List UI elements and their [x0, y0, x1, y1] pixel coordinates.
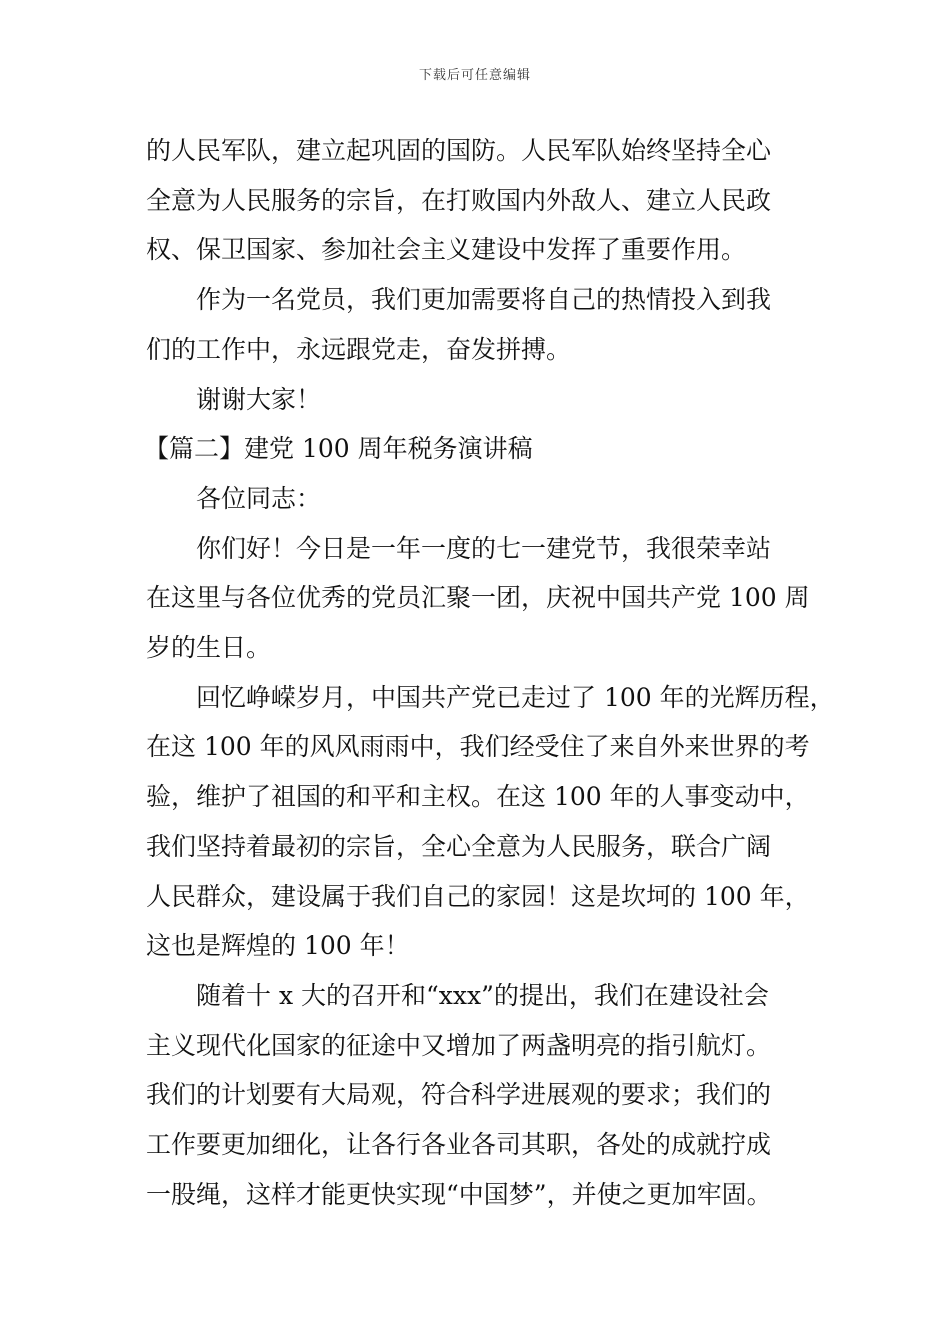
text-line: 全意为人民服务的宗旨，在打败国内外敌人、建立人民政 — [146, 185, 772, 215]
salutation: 各位同志： — [196, 483, 322, 513]
closing-thanks: 谢谢大家！ — [196, 384, 322, 414]
text-line: 在这里与各位优秀的党员汇聚一团，庆祝中国共产党 100 周 — [146, 583, 810, 613]
text-line: 工作要更加细化，让各行各业各司其职，各处的成就拧成 — [146, 1130, 772, 1160]
paragraph-start-line: 回忆峥嵘岁月，中国共产党已走过了 100 年的光辉历程， — [196, 682, 835, 712]
text-line: 主义现代化国家的征途中又增加了两盏明亮的指引航灯。 — [146, 1030, 772, 1060]
section-title: 【篇二】建党 100 周年税务演讲稿 — [144, 434, 533, 464]
text-line: 权、保卫国家、参加社会主义建设中发挥了重要作用。 — [146, 235, 747, 265]
text-line: 在这 100 年的风风雨雨中，我们经受住了来自外来世界的考 — [146, 732, 810, 762]
paragraph-start-line: 作为一名党员，我们更加需要将自己的热情投入到我 — [196, 285, 772, 315]
text-line: 我们的计划要有大局观，符合科学进展观的要求；我们的 — [146, 1080, 772, 1110]
text-line: 的人民军队，建立起巩固的国防。人民军队始终坚持全心 — [146, 136, 772, 165]
text-line: 一股绳，这样才能更快实现“中国梦”，并使之更加牢固。 — [146, 1179, 772, 1209]
text-line: 们的工作中，永远跟党走，奋发拼搏。 — [146, 334, 572, 364]
paragraph-start-line: 随着十 x 大的召开和“xxx”的提出，我们在建设社会 — [196, 980, 769, 1010]
page-header: 下载后可任意编辑 — [418, 68, 531, 83]
paragraph-start-line: 你们好！今日是一年一度的七一建党节，我很荣幸站 — [196, 533, 772, 563]
text-line: 人民群众，建设属于我们自己的家园！这是坎坷的 100 年， — [146, 881, 810, 911]
text-line: 这也是辉煌的 100 年！ — [146, 931, 410, 961]
text-line: 验，维护了祖国的和平和主权。在这 100 年的人事变动中， — [146, 782, 810, 812]
document-body — [144, 126, 835, 1219]
text-line: 我们坚持着最初的宗旨，全心全意为人民服务，联合广阔 — [146, 831, 772, 861]
text-line: 岁的生日。 — [146, 633, 272, 663]
